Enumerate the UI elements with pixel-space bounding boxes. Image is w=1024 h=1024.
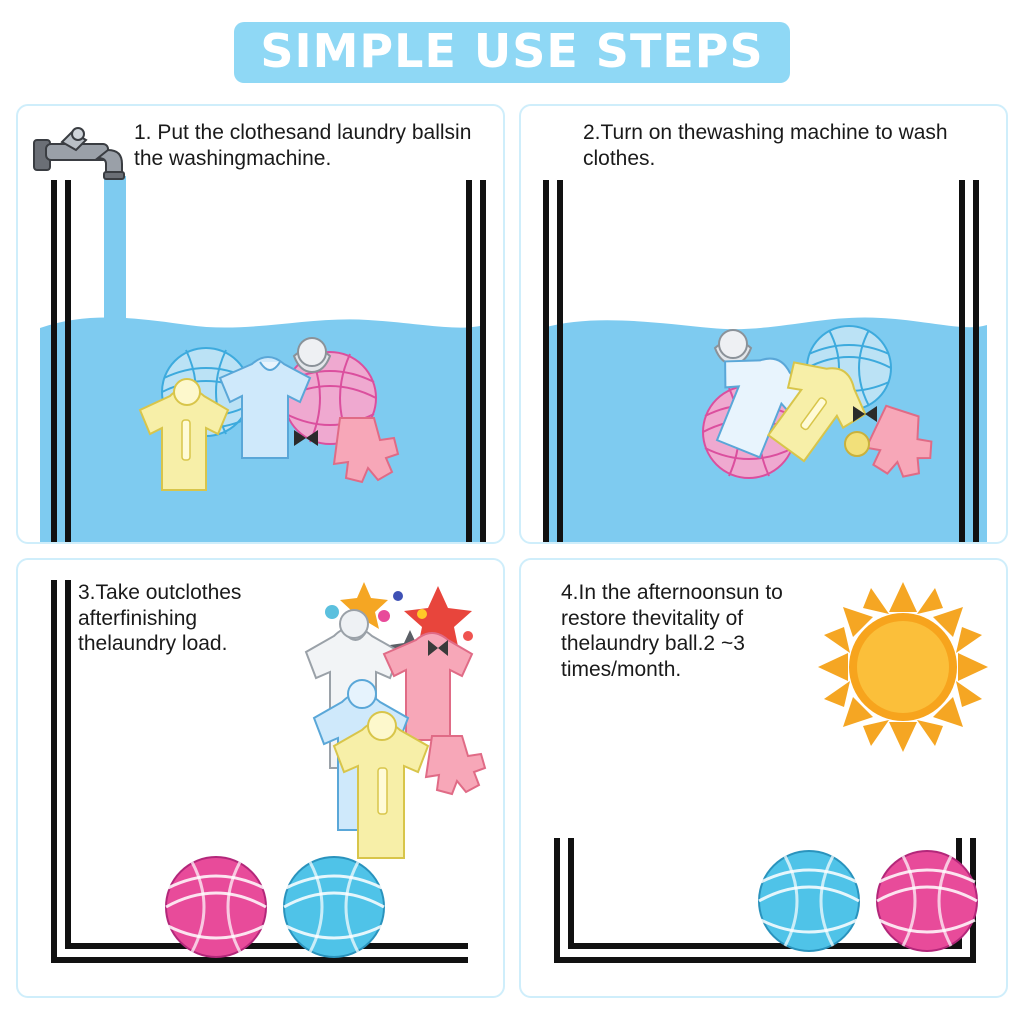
panel-step-1: [16, 104, 505, 544]
caption-step-4: 4.In the afternoonsun to restore thevitality of thelaundry ball.2 ~3 times/month.: [561, 581, 783, 681]
faucet-icon: [32, 124, 142, 194]
panel-step-4: [519, 558, 1008, 998]
clothes-and-laundry-balls-1: [134, 334, 414, 504]
laundry-balls-3: [158, 852, 398, 962]
caption-step-1: 1. Put the clothesand laundry ballsin the washingmachine.: [134, 121, 472, 170]
clothes-and-laundry-balls-2: [681, 328, 981, 508]
clean-clothes-icon: [286, 606, 505, 856]
laundry-balls-4: [751, 846, 991, 956]
panel-step-2: [519, 104, 1008, 544]
steps-grid: [16, 104, 1008, 1006]
title-banner: [0, 22, 1024, 83]
caption-step-3: 3.Take outclothes afterfinishing thelaundry load.: [78, 581, 242, 656]
page-title: SIMPLE USE STEPS: [260, 24, 764, 78]
panel-step-3: [16, 558, 505, 998]
caption-step-2: 2.Turn on thewashing machine to wash clothes.: [583, 121, 948, 170]
sun-icon: [818, 582, 988, 752]
title-badge: [234, 22, 789, 83]
